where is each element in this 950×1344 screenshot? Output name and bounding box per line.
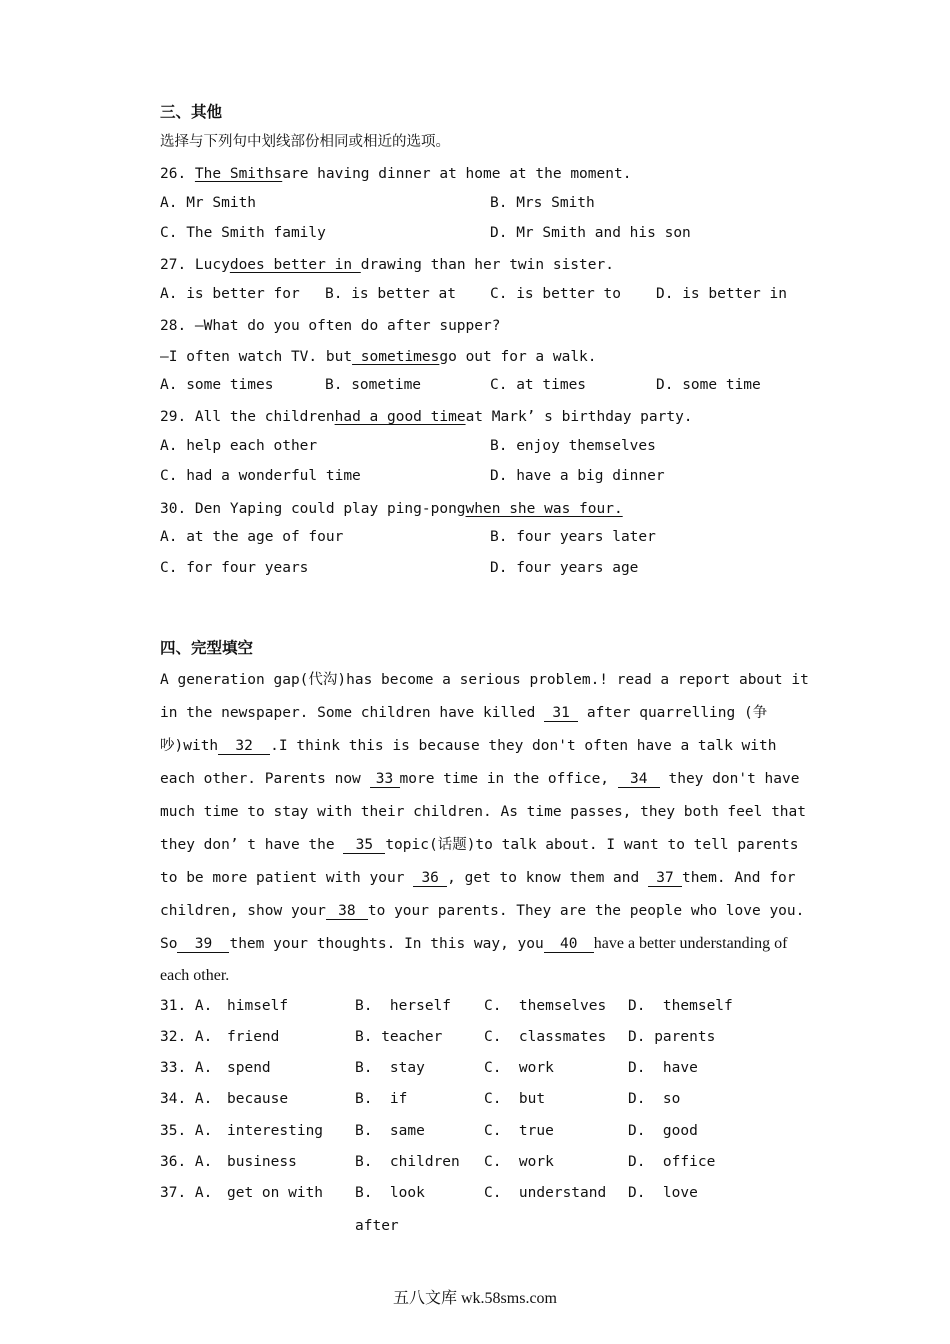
- option-number: 36. A.: [160, 1154, 213, 1170]
- blank-40: 40: [544, 936, 594, 953]
- option-b: B. children: [355, 1154, 460, 1170]
- option-number: 33. A.: [160, 1060, 213, 1076]
- option-c: C. understand: [484, 1185, 607, 1201]
- blank-31: 31: [544, 705, 578, 722]
- passage-line: 吵)with 32 .I think this is because they don't often have a talk with: [160, 738, 777, 754]
- option-27-a: A. is better for: [160, 286, 300, 302]
- passage-line: much time to stay with their children. As time passes, they both feel that: [160, 804, 807, 820]
- passage-line: to be more patient with your 36 , get to know them and 37 them. And for: [160, 870, 796, 886]
- blank-32: 32: [218, 738, 270, 755]
- option-26-a: A. Mr Smith: [160, 195, 257, 211]
- option-d: D. parents: [628, 1029, 716, 1045]
- option-a: business: [227, 1154, 297, 1170]
- option-28-b: B. sometime: [325, 377, 422, 393]
- passage-line: in the newspaper. Some children have killed 31 after quarrelling (争: [160, 705, 768, 721]
- option-26-d: D. Mr Smith and his son: [490, 225, 691, 241]
- option-30-c: C. for four years: [160, 560, 309, 576]
- option-37-b-continued: after: [355, 1218, 399, 1234]
- question-28-line1: 28. —What do you often do after supper?: [160, 318, 501, 334]
- option-number: 31. A.: [160, 998, 213, 1014]
- option-number: 32. A.: [160, 1029, 213, 1045]
- option-27-b: B. is better at: [325, 286, 456, 302]
- blank-37: 37: [648, 870, 682, 887]
- option-a: spend: [227, 1060, 271, 1076]
- option-number: 35. A.: [160, 1123, 213, 1139]
- option-a: interesting: [227, 1123, 324, 1139]
- option-d: D. themself: [628, 998, 733, 1014]
- footer-watermark: 五八文库 wk.58sms.com: [392, 1290, 557, 1307]
- blank-38: 38: [326, 903, 368, 920]
- option-28-c: C. at times: [490, 377, 587, 393]
- question-29: 29. All the childrenhad a good timeat Mark’ s birthday party.: [160, 409, 693, 425]
- blank-39: 39: [177, 936, 229, 953]
- passage-line: So 39 them your thoughts. In this way, you 40 have a better understanding of: [160, 935, 788, 952]
- section-heading-cloze: 四、完型填空: [160, 639, 254, 657]
- blank-35: 35: [343, 837, 385, 854]
- option-number: 34. A.: [160, 1091, 213, 1107]
- instruction: 选择与下列句中划线部份相同或相近的选项。: [160, 134, 450, 150]
- blank-34: 34: [618, 771, 660, 788]
- blank-36: 36: [413, 870, 447, 887]
- option-c: C. but: [484, 1091, 546, 1107]
- option-29-d: D. have a big dinner: [490, 468, 665, 484]
- option-b: B. same: [355, 1123, 425, 1139]
- option-a: himself: [227, 998, 289, 1014]
- option-27-c: C. is better to: [490, 286, 621, 302]
- passage-line: they don’ t have the 35 topic(话题)to talk about. I want to tell parents: [160, 837, 799, 853]
- question-26: 26. The Smithsare having dinner at home at the moment.: [160, 166, 632, 182]
- option-c: C. work: [484, 1154, 554, 1170]
- option-b: B. if: [355, 1091, 408, 1107]
- option-29-c: C. had a wonderful time: [160, 468, 361, 484]
- option-29-a: A. help each other: [160, 438, 318, 454]
- blank-33: 33: [370, 771, 400, 788]
- question-27: 27. Lucydoes better in drawing than her twin sister.: [160, 257, 614, 273]
- option-number: 37. A.: [160, 1185, 213, 1201]
- option-26-b: B. Mrs Smith: [490, 195, 595, 211]
- option-30-b: B. four years later: [490, 529, 656, 545]
- passage-line: each other.: [160, 967, 230, 984]
- option-d: D. good: [628, 1123, 698, 1139]
- option-29-b: B. enjoy themselves: [490, 438, 656, 454]
- option-c: C. classmates: [484, 1029, 607, 1045]
- option-c: C. true: [484, 1123, 554, 1139]
- option-d: D. have: [628, 1060, 698, 1076]
- option-d: D. office: [628, 1154, 716, 1170]
- option-b: B. look: [355, 1185, 425, 1201]
- section-heading: 三、其他: [160, 103, 223, 121]
- option-28-a: A. some times: [160, 377, 274, 393]
- passage-line: each other. Parents now 33 more time in the office, 34 they don't have: [160, 771, 800, 787]
- option-d: D. love: [628, 1185, 698, 1201]
- option-c: C. themselves: [484, 998, 607, 1014]
- option-a: get on with: [227, 1185, 324, 1201]
- question-30: 30. Den Yaping could play ping-pongwhen she was four.: [160, 501, 623, 517]
- option-b: B. herself: [355, 998, 452, 1014]
- question-28-line2: —I often watch TV. but sometimesgo out for a walk.: [160, 349, 597, 365]
- option-a: friend: [227, 1029, 280, 1045]
- option-27-d: D. is better in: [656, 286, 787, 302]
- passage-line: A generation gap(代沟)has become a serious problem.! read a report about it: [160, 672, 809, 688]
- option-d: D. so: [628, 1091, 681, 1107]
- option-b: B. stay: [355, 1060, 425, 1076]
- option-a: because: [227, 1091, 289, 1107]
- option-28-d: D. some time: [656, 377, 761, 393]
- passage-line: children, show your 38 to your parents. They are the people who love you.: [160, 903, 805, 919]
- option-26-c: C. The Smith family: [160, 225, 326, 241]
- option-c: C. work: [484, 1060, 554, 1076]
- option-30-a: A. at the age of four: [160, 529, 344, 545]
- option-b: B. teacher: [355, 1029, 443, 1045]
- option-30-d: D. four years age: [490, 560, 639, 576]
